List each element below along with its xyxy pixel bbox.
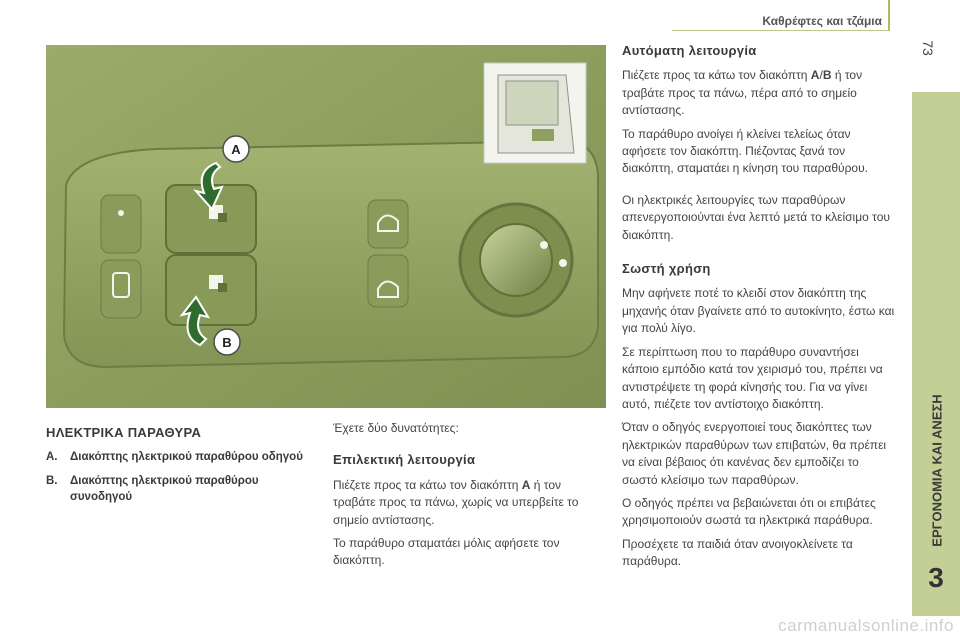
switch-ref: A <box>810 68 820 83</box>
text-run: Πιέζετε προς τα κάτω τον διακόπτη <box>333 477 522 492</box>
switch-ref: B <box>822 68 832 83</box>
selective-paragraph-1 <box>333 477 603 529</box>
header-rule <box>672 30 888 31</box>
label-a: A <box>231 142 241 157</box>
left-column <box>46 424 308 513</box>
chapter-title-wrap <box>913 380 960 560</box>
correct-use-paragraph-4: Ο οδηγός πρέπει να βεβαιώνεται ότι οι επιβάτες χρησιμοποιούν σωστά τα ηλεκτρικά παράθυρα. <box>622 495 876 528</box>
list-key: A. <box>46 451 58 464</box>
header-tick <box>888 0 890 31</box>
correct-use-heading: Σωστή χρήση <box>622 261 711 277</box>
section-title: Καθρέφτες και τζάμια <box>762 14 882 28</box>
list-item <box>46 449 308 465</box>
intro-text: Έχετε δύο δυνατότητες: <box>333 421 459 435</box>
watermark: carmanualsonline.info <box>778 616 954 635</box>
page-number: 73 <box>920 40 936 56</box>
chapter-title: ΕΡΓΟΝΟΜΙΑ ΚΑΙ ΑΝΕΣΗ <box>929 393 945 547</box>
label-b: B <box>222 335 232 350</box>
switch-ref: A <box>521 477 531 492</box>
window-switch-illustration <box>46 45 606 408</box>
list-key: B. <box>46 475 58 488</box>
text-run: / <box>819 68 823 83</box>
text-run: ή τον τραβάτε προς τα πάνω, πέρα από το σημείο αντίστασης. <box>622 68 863 118</box>
correct-use-paragraph-3: Όταν ο οδηγός ενεργοποιεί τους διακόπτες των ηλεκτρικών παραθύρων των επιβατών, θα πρέπει να είναι βέβαιος ότι κανένας δεν εμποδίζει το σωστό κλείσιμο των παραθύρων. <box>622 420 887 487</box>
correct-use-paragraph-5: Προσέχετε τα παιδιά όταν ανοιγοκλείνετε τα παράθυρα. <box>622 536 853 569</box>
selective-paragraph-2: Το παράθυρο σταματάει μόλις αφήσετε τον διακόπτη. <box>333 536 560 568</box>
section-heading: ΗΛΕΚΤΡΙΚΑ ΠΑΡΑΘΥΡΑ <box>46 425 202 440</box>
list-text: Διακόπτης ηλεκτρικού παραθύρου συνοδηγού <box>70 475 259 504</box>
auto-paragraph-1 <box>622 67 897 119</box>
list-item <box>46 473 308 505</box>
text-run: ή τον τραβάτε προς τα πάνω, χωρίς να υπερβείτε το σημείο αντίστασης. <box>333 477 579 527</box>
middle-column <box>333 420 603 576</box>
auto-heading: Αυτόματη λειτουργία <box>622 43 757 58</box>
correct-use-paragraph-1: Μην αφήνετε ποτέ το κλειδί στον διακόπτη της μηχανής όταν βγαίνετε από το αυτοκίνητο, έστω και για πολύ λίγο. <box>622 286 895 336</box>
selective-heading: Επιλεκτική λειτουργία <box>333 452 476 468</box>
chapter-number: 3 <box>928 562 944 593</box>
correct-use-paragraph-2: Σε περίπτωση που το παράθυρο συναντήσει κάποιο εμπόδιο κατά τον χειρισμό του, πρέπει να αντιστρέψετε τη φορά κίνησής του. Για να γίνει αυτό, πιέζετε τον αντίστοιχο διακόπτη. <box>622 344 883 411</box>
right-column <box>622 42 897 577</box>
window-switch-photo <box>46 45 606 408</box>
list-text: Διακόπτης ηλεκτρικού παραθύρου οδηγού <box>70 451 303 464</box>
auto-paragraph-2: Το παράθυρο ανοίγει ή κλείνει τελείως όταν αφήσετε τον διακόπτη. Πιέζοντας ξανά τον διακόπτη, σταματάει η κίνηση του παραθύρου. <box>622 126 868 176</box>
text-run: Πιέζετε προς τα κάτω τον διακόπτη <box>622 68 811 83</box>
auto-paragraph-3: Οι ηλεκτρικές λειτουργίες των παραθύρων απενεργοποιούνται ένα λεπτό μετά το κλείσιμο του διακόπτη. <box>622 192 890 242</box>
